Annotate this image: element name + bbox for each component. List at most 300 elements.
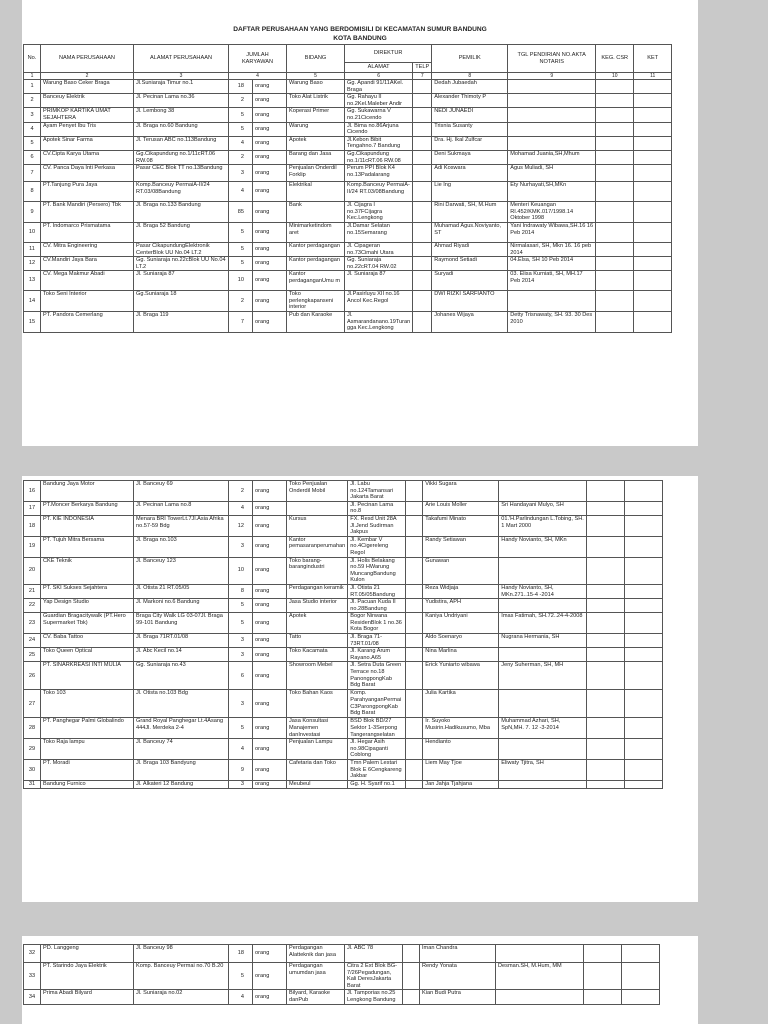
table-cell-direktur-telp — [413, 165, 432, 182]
table-cell-direktur-alamat: Bogor Nirwana ResidenBlok 1 no.36 Kota Bogor — [348, 613, 406, 634]
table-cell-akta: Jeny Suherman, SH, MH — [499, 662, 587, 690]
table-cell-direktur-alamat: Jl.Damar Selatan no.15Semarang — [345, 222, 413, 242]
table-cell-direktur-alamat: Gg. Sukawarna V no.21Cicendo — [345, 108, 413, 122]
table-cell-jumlah: 18 — [229, 945, 253, 963]
table-cell-satuan: orang — [253, 481, 287, 502]
table-cell-nama: PD. Langgeng — [41, 945, 134, 963]
table-cell-jumlah: 6 — [229, 662, 253, 690]
table-cell-pemilik: Muhamad Agus.Noviyanto, ST — [432, 222, 508, 242]
table-cell-pemilik: Erick Yuniarto wibawa — [423, 662, 499, 690]
table-cell-no: 21 — [24, 584, 41, 598]
table-cell-bidang: Tatto — [287, 634, 348, 648]
table-cell-direktur-alamat: Jl. Kembar V no.4Cigereleng Regol — [348, 536, 406, 557]
table-row — [24, 515, 663, 536]
table-cell-satuan: orang — [253, 963, 287, 990]
table-cell-ket — [625, 501, 663, 515]
table-cell-nama: PT. Starindo Jaya Elektrik — [41, 963, 134, 990]
table-cell-pemilik: Alexander Thimoty P — [432, 94, 508, 108]
table-cell-ket — [634, 150, 672, 164]
table-cell-bidang: Elektrikal — [287, 182, 345, 202]
table-cell-akta: Handy Novianto, SH, MKn — [499, 536, 587, 557]
table-cell-alamat: Menara BRI TowerLt.7Jl.Asia Afrika no.57-59 Bdg — [134, 515, 229, 536]
table-cell-ket — [634, 136, 672, 150]
table-cell-satuan: orang — [253, 648, 287, 662]
table-cell-bidang: Apotek — [287, 136, 345, 150]
table-cell-keg-csr — [596, 94, 634, 108]
table-cell-akta: Mohamad Juania,SH,Mhum — [508, 150, 596, 164]
table-cell-bidang: Jasa Studio interior — [287, 599, 348, 613]
table-cell-direktur-alamat: FX. Resd Unit 28A Jl.Jend Sudirman Jakpus — [348, 515, 406, 536]
table-row — [24, 536, 663, 557]
table-cell-nama: Banceuy Elektrik — [41, 94, 134, 108]
table-cell-akta: Menteri Keuangan RI.452/KMK.017/1998.14 Oktober 1998 — [508, 202, 596, 223]
table-cell-no: 29 — [24, 739, 41, 760]
table-cell-jumlah: 3 — [229, 536, 253, 557]
table-cell-no: 23 — [24, 613, 41, 634]
table-cell-nama: CV.Cipta Karya Utama — [41, 150, 134, 164]
table-cell-nama: PRIMKOP KARTIKA UMAT SEJAHTERA — [41, 108, 134, 122]
table-cell-satuan: orang — [253, 150, 287, 164]
header-direktur: DIREKTUR — [345, 45, 432, 63]
table-cell-akta — [508, 291, 596, 312]
table-cell-alamat: Gg.Suniaraja 18 — [134, 291, 229, 312]
table-cell-akta: Ety Nurhayati,SH,MKn — [508, 182, 596, 202]
table-row — [24, 80, 672, 94]
table-cell-direktur-telp — [406, 536, 423, 557]
table-cell-alamat: Grand Royal Panghegar Lt.4Asang 444Jl. Merdeka 2-4 — [134, 718, 229, 739]
table-cell-no: 34 — [24, 990, 41, 1004]
table-cell-satuan: orang — [253, 182, 287, 202]
column-index: 11 — [634, 73, 672, 80]
table-cell-ket — [634, 271, 672, 291]
header-bidang: BIDANG — [287, 45, 345, 73]
table-cell-bidang: Pub dan Karaoke — [287, 312, 345, 333]
table-cell-pemilik: Trisnia Susanty — [432, 122, 508, 136]
table-row — [24, 599, 663, 613]
table-cell-ket — [634, 242, 672, 256]
table-cell-keg-csr — [596, 80, 634, 94]
table-cell-bidang: Kantor perdagangan — [287, 242, 345, 256]
table-cell-bidang: Warung Baso — [287, 80, 345, 94]
table-cell-pemilik: Liem May Tjoe — [423, 760, 499, 781]
table-cell-alamat: Jl. Banceuy 98 — [134, 945, 229, 963]
table-cell-akta: Eliwaty Tjitra, SH — [499, 760, 587, 781]
table-cell-pemilik: Gunawan — [423, 557, 499, 584]
table-cell-akta — [496, 990, 584, 1004]
table-cell-direktur-alamat: Jl. Cijagra I no.37FCijagra Kec.Lengkong — [345, 202, 413, 223]
table-cell-pemilik: Aldo Soenaryo — [423, 634, 499, 648]
table-cell-nama: PT.Tanjung Pura Jaya — [41, 182, 134, 202]
table-cell-pemilik: Takafumi Minato — [423, 515, 499, 536]
table-cell-satuan: orang — [253, 718, 287, 739]
table-cell-no: 16 — [24, 481, 41, 502]
table-cell-bidang: Cafetaria dan Toko — [287, 760, 348, 781]
table-cell-direktur-telp — [406, 739, 423, 760]
table-cell-direktur-telp — [413, 150, 432, 164]
table-cell-satuan: orang — [253, 501, 287, 515]
table-cell-keg-csr — [587, 760, 625, 781]
table-cell-nama: CV. Mitra Engineering — [41, 242, 134, 256]
table-cell-direktur-alamat: Jl. Labu no.124Tamansari Jakarta Barat — [348, 481, 406, 502]
table-cell-akta — [499, 599, 587, 613]
table-cell-no: 24 — [24, 634, 41, 648]
table-cell-jumlah: 2 — [229, 94, 253, 108]
table-cell-pemilik: Vikki Sugara — [423, 481, 499, 502]
table-row — [24, 108, 672, 122]
table-cell-satuan: orang — [253, 634, 287, 648]
table-cell-jumlah: 3 — [229, 165, 253, 182]
table-cell-direktur-alamat: Gg. Apandi 91/11AKel. Braga — [345, 80, 413, 94]
table-cell-direktur-alamat: Jl. Setra Duta Green Terrace no.18 PanongpongKab Bdg Barat — [348, 662, 406, 690]
table-cell-akta: Nirmalasari, SH, Mkn 16. 16 peb 2014 — [508, 242, 596, 256]
table-cell-keg-csr — [587, 584, 625, 598]
table-cell-pemilik: Lie Ing — [432, 182, 508, 202]
table-cell-ket — [625, 718, 663, 739]
column-index: 5 — [287, 73, 345, 80]
column-index: 2 — [41, 73, 134, 80]
table-cell-jumlah: 9 — [229, 760, 253, 781]
table-cell-nama: PT. Pandora Cemerlang — [41, 312, 134, 333]
table-cell-satuan: orang — [253, 690, 287, 718]
table-cell-direktur-telp — [406, 557, 423, 584]
table-cell-ket — [625, 515, 663, 536]
table-cell-akta: 01.'H.Parlindungan L.Tobing, SH. 1 Mart 2000 — [499, 515, 587, 536]
table-cell-nama: Toko Queen Optical — [41, 648, 134, 662]
table-cell-ket — [625, 557, 663, 584]
table-cell-satuan: orang — [253, 202, 287, 223]
table-cell-jumlah: 4 — [229, 136, 253, 150]
table-cell-pemilik: Jan Jahja Tjahjana — [423, 780, 499, 788]
header-nama-perusahaan: NAMA PERUSAHAAN — [41, 45, 134, 73]
table-cell-no: 26 — [24, 662, 41, 690]
table-cell-direktur-telp — [413, 80, 432, 94]
table-cell-pemilik: Dra. Hj. Ikal Zulfcar — [432, 136, 508, 150]
table-cell-jumlah: 5 — [229, 242, 253, 256]
table-cell-pemilik: Johanes Wijaya — [432, 312, 508, 333]
table-cell-no: 13 — [24, 271, 41, 291]
table-cell-satuan: orang — [253, 80, 287, 94]
table-row — [24, 739, 663, 760]
table-cell-keg-csr — [587, 648, 625, 662]
table-cell-satuan: orang — [253, 739, 287, 760]
table-row — [24, 94, 672, 108]
table-cell-no: 14 — [24, 291, 41, 312]
table-cell-pemilik: DWI RIZKI SARFIANTO — [432, 291, 508, 312]
table-cell-keg-csr — [584, 945, 622, 963]
table-cell-satuan: orang — [253, 760, 287, 781]
table-cell-jumlah: 4 — [229, 990, 253, 1004]
table-cell-direktur-alamat: Jl. Pecinan Lama no.8 — [348, 501, 406, 515]
table-row — [24, 963, 660, 990]
table-row — [24, 648, 663, 662]
table-cell-direktur-telp — [406, 662, 423, 690]
table-cell-no: 1 — [24, 80, 41, 94]
table-cell-direktur-telp — [413, 222, 432, 242]
table-cell-keg-csr — [587, 599, 625, 613]
table-cell-alamat: Jl. Braga 71RT.01/08 — [134, 634, 229, 648]
table-cell-direktur-telp — [406, 584, 423, 598]
table-cell-jumlah: 5 — [229, 108, 253, 122]
table-cell-keg-csr — [596, 222, 634, 242]
table-cell-nama: PT. Bank Mandiri (Persero) Tbk — [41, 202, 134, 223]
table-cell-pemilik: Nina Marlina — [423, 648, 499, 662]
table-cell-keg-csr — [584, 990, 622, 1004]
table-cell-direktur-telp — [406, 690, 423, 718]
table-cell-ket — [625, 739, 663, 760]
table-cell-direktur-alamat: Jl. Otista 21 RT.05/05Bandung — [348, 584, 406, 598]
table-row — [24, 780, 663, 788]
table-cell-nama: Bandung Jaya Motor — [41, 481, 134, 502]
table-cell-alamat: Jl. Pecinan Lama no.8 — [134, 501, 229, 515]
table-cell-akta: 03. Elisa Kurniati, SH, MH.17 Peb 2014 — [508, 271, 596, 291]
table-cell-direktur-telp — [406, 515, 423, 536]
table-cell-no: 10 — [24, 222, 41, 242]
table-cell-no: 20 — [24, 557, 41, 584]
table-cell-jumlah: 5 — [229, 599, 253, 613]
table-row — [24, 150, 672, 164]
table-cell-nama: PT. SKI Sukses Sejahtera — [41, 584, 134, 598]
table-cell-ket — [625, 634, 663, 648]
table-cell-pemilik: Suryadi — [432, 271, 508, 291]
table-cell-keg-csr — [587, 739, 625, 760]
table-cell-direktur-alamat: Gg. Rahayu II no.2Kel.Maleber Andir — [345, 94, 413, 108]
table-cell-ket — [634, 291, 672, 312]
table-cell-keg-csr — [587, 501, 625, 515]
table-cell-akta: Sri Handayani Mulyo, SH — [499, 501, 587, 515]
table-cell-nama: Toko Raja lampu — [41, 739, 134, 760]
table-cell-bidang: Apotek — [287, 613, 348, 634]
table-cell-alamat: Jl. Braga no.133 Bandung — [134, 202, 229, 223]
table-cell-direktur-alamat: Jl. Karang Arum Rayano.A65 — [348, 648, 406, 662]
table-cell-direktur-alamat: Jl. Braga 71-73RT.01/08 — [348, 634, 406, 648]
table-cell-bidang: Kantor pemasaranperumahan — [287, 536, 348, 557]
table-cell-satuan: orang — [253, 515, 287, 536]
table-row — [24, 990, 660, 1004]
table-cell-no: 18 — [24, 515, 41, 536]
table-cell-satuan: orang — [253, 584, 287, 598]
table-cell-direktur-alamat: Jl. Holis Belakang no.59 HWarung MuncangBandung Kulon — [348, 557, 406, 584]
table-cell-direktur-alamat: Jl. Hegar Asih no.98Cipaganti Coblong — [348, 739, 406, 760]
table-cell-jumlah: 4 — [229, 501, 253, 515]
table-cell-pemilik: Ir. Suyoko Musirin.Hadikusumo, Mba — [423, 718, 499, 739]
table-cell-direktur-alamat: Jl. Pacuan Kuda II no.28Bandung — [348, 599, 406, 613]
table-row — [24, 312, 672, 333]
table-row — [24, 165, 672, 182]
table-cell-ket — [625, 780, 663, 788]
table-cell-keg-csr — [596, 150, 634, 164]
table-cell-akta — [499, 780, 587, 788]
table-cell-bidang — [287, 501, 348, 515]
header-keg-csr: KEG. CSR — [596, 45, 634, 73]
table-row — [24, 242, 672, 256]
table-cell-satuan: orang — [253, 945, 287, 963]
table-cell-satuan: orang — [253, 599, 287, 613]
table-cell-nama: PT.Moncer Berkarya Bandung — [41, 501, 134, 515]
table-row — [24, 584, 663, 598]
table-cell-ket — [625, 662, 663, 690]
table-cell-bidang: Kursus — [287, 515, 348, 536]
table-cell-ket — [622, 990, 660, 1004]
table-cell-bidang: Toko perlengkapanseni interior — [287, 291, 345, 312]
table-cell-alamat: Jl. Suniaraja 87 — [134, 271, 229, 291]
header-pemilik: PEMILIK — [432, 45, 508, 73]
table-row — [24, 690, 663, 718]
table-cell-direktur-alamat: Perum PPI Blok K4 no.13Padalarang — [345, 165, 413, 182]
header-no: No. — [24, 45, 41, 73]
table-cell-ket — [625, 690, 663, 718]
table-cell-ket — [634, 312, 672, 333]
table-cell-ket — [634, 257, 672, 271]
table-cell-ket — [634, 122, 672, 136]
header-direktur-alamat: ALAMAT — [345, 63, 413, 73]
column-index: 3 — [134, 73, 229, 80]
document-page-1 — [22, 0, 698, 446]
table-cell-direktur-telp — [406, 501, 423, 515]
column-index: 8 — [432, 73, 508, 80]
table-cell-no: 17 — [24, 501, 41, 515]
table-cell-pemilik: Hendianto — [423, 739, 499, 760]
table-cell-bidang: Toko barang-barangindustri — [287, 557, 348, 584]
company-table-page-1 — [23, 44, 672, 333]
table-cell-bidang: Kantor perdagangan — [287, 257, 345, 271]
table-cell-no: 32 — [24, 945, 41, 963]
document-title — [22, 0, 698, 43]
table-cell-direktur-alamat: BSD Blok BD/27 Sektor 1-3Serpong Tangerangselatan — [348, 718, 406, 739]
table-cell-bidang: Jasa Konsultasi Manajemen danInvestasi — [287, 718, 348, 739]
table-cell-alamat: Jl. Lembong 38 — [134, 108, 229, 122]
title-line-1: DAFTAR PERUSAHAAN YANG BERDOMISILI DI KECAMATAN SUMUR BANDUNG — [233, 26, 487, 33]
table-cell-bidang: Bilyard, Karaoke danPub — [287, 990, 345, 1004]
table-cell-pemilik: Dedah Jubaedah — [432, 80, 508, 94]
table-cell-bidang: Bank — [287, 202, 345, 223]
table-cell-nama: Bandung Furnico — [41, 780, 134, 788]
table-cell-satuan: orang — [253, 536, 287, 557]
column-index: 6 — [345, 73, 413, 80]
table-cell-keg-csr — [587, 662, 625, 690]
table-cell-keg-csr — [596, 202, 634, 223]
table-row — [24, 760, 663, 781]
table-cell-no: 4 — [24, 122, 41, 136]
table-cell-direktur-telp — [413, 312, 432, 333]
table-cell-keg-csr — [587, 718, 625, 739]
table-cell-alamat: Jl. Markoni no.6 Bandung — [134, 599, 229, 613]
table-cell-jumlah: 10 — [229, 557, 253, 584]
table-cell-nama: PT. SINARKREASI INTI MULIA — [41, 662, 134, 690]
table-cell-satuan: orang — [253, 990, 287, 1004]
table-cell-keg-csr — [587, 634, 625, 648]
table-cell-direktur-telp — [406, 718, 423, 739]
table-cell-direktur-alamat: Gg. H. Syarif no.1 — [348, 780, 406, 788]
table-cell-satuan: orang — [253, 94, 287, 108]
table-cell-akta — [499, 690, 587, 718]
table-cell-keg-csr — [587, 481, 625, 502]
table-row — [24, 257, 672, 271]
table-cell-akta: Nugrana Hermania, SH — [499, 634, 587, 648]
table-cell-pemilik: Rendy Yonata — [420, 963, 496, 990]
table-cell-ket — [634, 108, 672, 122]
table-cell-satuan: orang — [253, 242, 287, 256]
table-cell-bidang: Meubeul — [287, 780, 348, 788]
table-cell-akta: Muhammad Azhari, SH, SpN,MH. 7. 12 -3-2014 — [499, 718, 587, 739]
table-row — [24, 122, 672, 136]
table-cell-ket — [634, 222, 672, 242]
table-cell-direktur-alamat: Jl. Bima no.86Arjuna Cicendo — [345, 122, 413, 136]
table-cell-keg-csr — [596, 271, 634, 291]
table-cell-pemilik: Adi Koswara — [432, 165, 508, 182]
table-cell-jumlah: 5 — [229, 963, 253, 990]
table-cell-jumlah: 2 — [229, 291, 253, 312]
document-page-3 — [22, 936, 698, 1024]
table-cell-alamat: Komp. Banceuy Permai no.70 B.20 — [134, 963, 229, 990]
table-cell-direktur-alamat: Jl. Suniaraja 87 — [345, 271, 413, 291]
table-cell-jumlah: 10 — [229, 271, 253, 291]
table-cell-bidang: Showroom Mebel — [287, 662, 348, 690]
table-cell-keg-csr — [596, 136, 634, 150]
table-cell-akta: Agus Muliadi, SH — [508, 165, 596, 182]
table-cell-no: 2 — [24, 94, 41, 108]
table-cell-jumlah: 8 — [229, 584, 253, 598]
company-table-page-3 — [23, 944, 660, 1005]
table-cell-direktur-telp — [413, 242, 432, 256]
table-cell-jumlah: 3 — [229, 648, 253, 662]
table-cell-ket — [634, 94, 672, 108]
table-cell-bidang: Kantor perdaganganUmu m — [287, 271, 345, 291]
table-cell-jumlah: 4 — [229, 182, 253, 202]
table-cell-bidang: Minimarketindom aret — [287, 222, 345, 242]
table-cell-ket — [622, 945, 660, 963]
table-cell-akta — [508, 136, 596, 150]
table-cell-pemilik: Iman Chandra — [420, 945, 496, 963]
table-cell-jumlah: 12 — [229, 515, 253, 536]
table-cell-alamat: Pasar CikapundungElektronik CenterBlok UU No.04 LT.2 — [134, 242, 229, 256]
table-cell-jumlah: 3 — [229, 634, 253, 648]
table-row — [24, 202, 672, 223]
table-cell-bidang: Toko Kacamata — [287, 648, 348, 662]
table-cell-nama: CV. Baba Tattoo — [41, 634, 134, 648]
table-row — [24, 613, 663, 634]
table-cell-jumlah: 3 — [229, 690, 253, 718]
table-cell-nama: CV. Panca Daya Inti Perkasa — [41, 165, 134, 182]
table-cell-no: 19 — [24, 536, 41, 557]
table-cell-satuan: orang — [253, 780, 287, 788]
table-cell-no: 30 — [24, 760, 41, 781]
table-cell-direktur-telp — [403, 990, 420, 1004]
table-cell-no: 22 — [24, 599, 41, 613]
table-cell-akta: 04.Elsa, SH 10 Peb 2014 — [508, 257, 596, 271]
table-cell-direktur-telp — [406, 634, 423, 648]
table-cell-ket — [634, 182, 672, 202]
table-cell-akta: Detty Trisnawaty, SH. 93. 30 Des 2010 — [508, 312, 596, 333]
table-cell-alamat: Jl. Braga 52 Bandung — [134, 222, 229, 242]
table-cell-jumlah: 5 — [229, 122, 253, 136]
column-index: 1 — [24, 73, 41, 80]
table-cell-direktur-telp — [413, 257, 432, 271]
table-cell-bidang: Penjualan Lampu — [287, 739, 348, 760]
table-cell-direktur-telp — [413, 291, 432, 312]
table-cell-bidang: Barang dan Jasa — [287, 150, 345, 164]
table-cell-direktur-alamat: Jl.Pasirluyu XII no.16 Ancol Kec.Regol — [345, 291, 413, 312]
header-ket: KET — [634, 45, 672, 73]
header-direktur-telp: TELP — [413, 63, 432, 73]
table-cell-direktur-telp — [403, 945, 420, 963]
table-cell-direktur-telp — [403, 963, 420, 990]
table-cell-keg-csr — [587, 557, 625, 584]
table-cell-direktur-alamat: Jl. Cipageran no.73Cimahi Utara — [345, 242, 413, 256]
table-cell-ket — [625, 613, 663, 634]
table-cell-akta — [508, 80, 596, 94]
table-cell-jumlah: 3 — [229, 780, 253, 788]
table-cell-keg-csr — [596, 122, 634, 136]
